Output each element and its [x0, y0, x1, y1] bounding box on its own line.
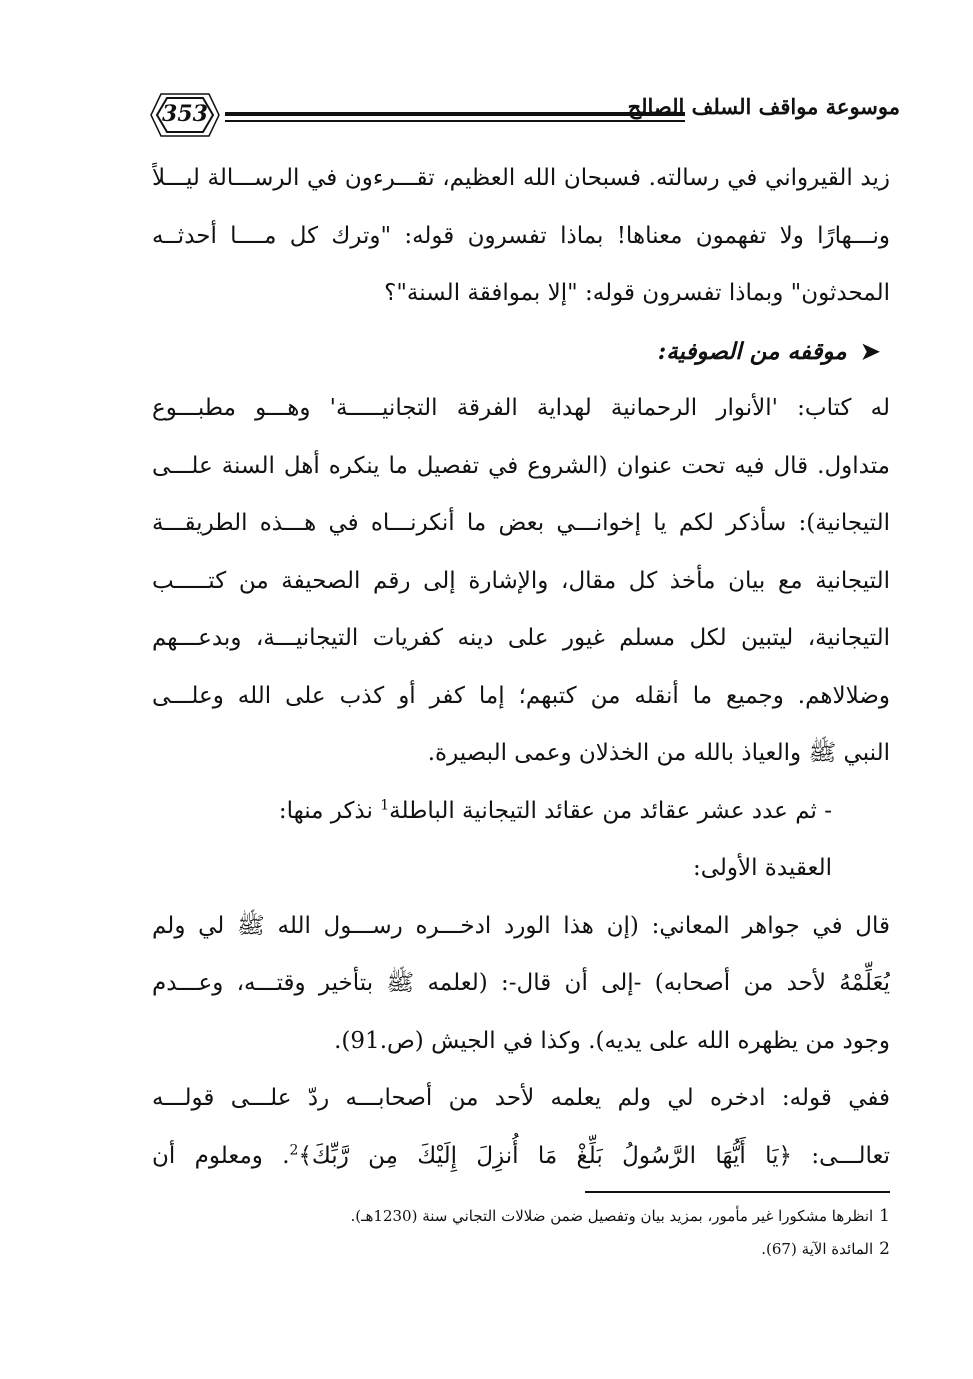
text-line: وجود من يظهره الله على يديه). وكذا في الجيش (ص.91). [334, 1027, 890, 1054]
text-line [152, 783, 890, 841]
subheading: العقيدة الأولى: [692, 855, 832, 881]
text-line: يُعَلِّمْهُ لأحد من أصحابه) -إلى أن قال-: (لعلمه ﷺ بتأخير وقتـــه، وعـــدم [152, 970, 890, 996]
running-title: موسوعة مواقف السلف الصالح [627, 94, 900, 119]
text-line: وضلالاهم. وجميع ما أنقله من كتبهم؛ إما كفر أو كذب على الله وعلـــى [152, 682, 890, 709]
text-line: متداول. قال فيه تحت عنوان (الشروع في تفصيل ما ينكره أهل السنة علـــى [152, 452, 890, 479]
text-line: زيد القيرواني في رسالته. فسبحان الله العظيم، تقـــرءون في الرســـالة ليـــلاً [152, 165, 890, 191]
footnote-text: انظرها مشكورا غير مأمور، بمزيد بيان وتفصيل ضمن ضلالات التجاني سنة (1230هـ). [350, 1207, 874, 1225]
section-heading [152, 323, 890, 381]
text-line: قال في جواهر المعاني: (إن هذا الورد ادخـــره رســـول الله ﷺ لي ولم [152, 912, 890, 939]
footnotes [320, 1200, 890, 1266]
page-header [145, 92, 900, 140]
footnote [320, 1233, 890, 1266]
header-rule-thin [225, 120, 685, 122]
text-segment: . ومعلوم أن [152, 1142, 290, 1169]
quran-verse: تعالـــى: ﴿يَا أَيُّهَا الرَّسُولُ بَلِّغْ مَا أُنزِلَ إِلَيْكَ مِن رَّبِّكَ﴾ [298, 1142, 890, 1169]
main-text [152, 150, 890, 1185]
text-line: ونـــهارًا ولا تفهمون معناها! بماذا تفسرون قوله: "وترك كل مــــا أحدثــه [152, 222, 890, 249]
section-heading-text: موقفه من الصوفية: [657, 337, 847, 365]
footnote-separator [585, 1191, 890, 1193]
text-line [152, 1128, 890, 1186]
text-line: النبي ﷺ والعياذ بالله من الخذلان وعمى البصيرة. [427, 740, 890, 766]
page-number-badge [145, 92, 225, 138]
text-line: المحدثون" وبماذا تفسرون قوله: "إلا بموافقة السنة"؟ [384, 280, 890, 306]
text-line: التيجانية): سأذكر لكم يا إخوانـــي بعض ما أنكرنـــاه في هـــذه الطريقـــة [152, 510, 890, 536]
text-line: التيجانية مع بيان مأخذ كل مقال، والإشارة إلى رقم الصحيفة من كتـــــب [152, 567, 890, 594]
text-line: ففي قوله: ادخره لي ولم يعلمه لأحد من أصحابـــه ردّ علـــى قولـــه [152, 1085, 890, 1111]
footnote-number: 1 [879, 1206, 890, 1226]
chevron-marker-icon: ➤ [860, 337, 880, 365]
footnote-ref[interactable]: 2 [289, 1141, 299, 1158]
text-segment: نذكر منها: [278, 797, 381, 824]
text-segment: - ثم عدد عشر عقائد من عقائد التيجانية الباطلة [389, 797, 832, 824]
text-line: التيجانية، ليتبين لكل مسلم غيور على دينه كفريات التيجانيـــة، وبدعـــهم [152, 625, 890, 651]
footnote-number: 2 [879, 1239, 890, 1259]
footnote [320, 1200, 890, 1233]
page-number: 353 [162, 101, 208, 127]
footnote-ref[interactable]: 1 [380, 796, 390, 813]
footnote-text: المائدة الآية (67). [761, 1240, 874, 1258]
header-rule [225, 112, 685, 116]
text-line: له كتاب: 'الأنوار الرحمانية لهداية الفرقة التجانيـــــة' وهـــو مطبـــوع [152, 395, 890, 421]
